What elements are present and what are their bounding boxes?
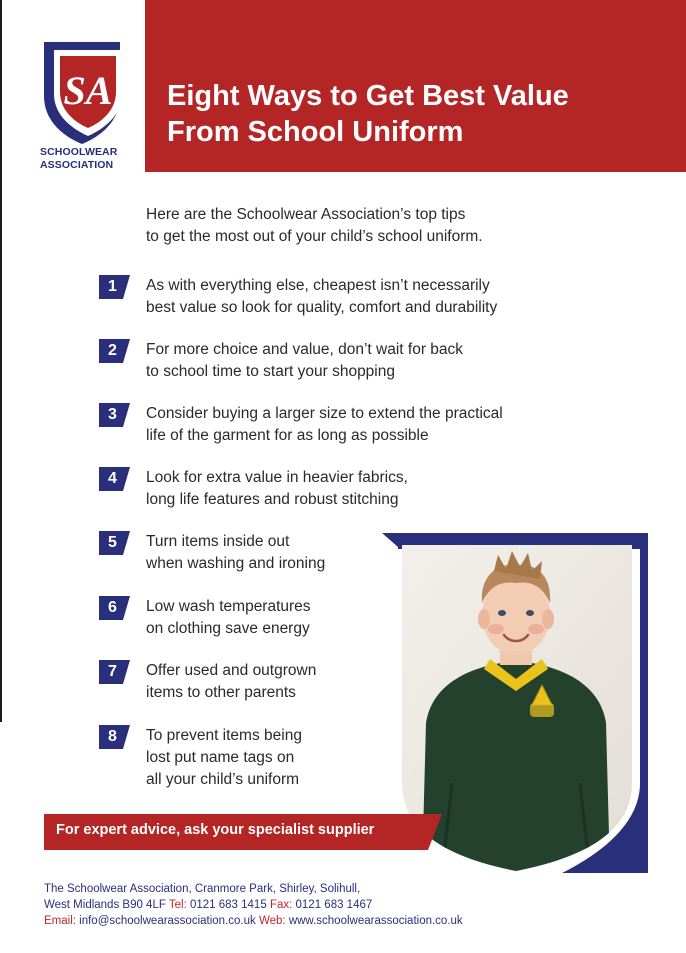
tip-number: 7	[108, 663, 117, 680]
fax-label: Fax:	[269, 899, 293, 911]
footer-address-line2: West Midlands B90 4LF	[44, 899, 166, 911]
footer-address-line1: The Schoolwear Association, Cranmore Park, Shirley, Solihull,	[44, 883, 361, 895]
tip-text-line: best value so look for quality, comfort and durability	[146, 299, 498, 316]
tip-text-line: To prevent items being	[146, 727, 302, 744]
tip-number: 6	[108, 599, 117, 616]
web-label: Web:	[258, 915, 286, 927]
tip-text-line: Offer used and outgrown	[146, 662, 317, 679]
tip-text-line: As with everything else, cheapest isn’t necessarily	[146, 277, 490, 294]
tip-number-badge	[99, 596, 130, 620]
intro-line-2: to get the most out of your child’s school uniform.	[146, 228, 483, 245]
page-title	[167, 78, 667, 150]
email-link[interactable]: info@schoolwearassociation.co.uk	[79, 915, 256, 927]
fax-number: 0121 683 1467	[295, 899, 373, 911]
web-link[interactable]: www.schoolwearassociation.co.uk	[288, 915, 463, 927]
expert-advice-banner	[44, 814, 442, 850]
tip-text-line: lost put name tags on	[146, 749, 295, 766]
tip-text-line: Turn items inside out	[146, 533, 290, 550]
tip-number-badge	[99, 339, 130, 363]
tip-number-badge	[99, 275, 130, 299]
tip-text-line: all your child’s uniform	[146, 771, 300, 788]
tip-number: 2	[108, 342, 117, 359]
tip-number-badge	[99, 531, 130, 555]
tip-text-line: Look for extra value in heavier fabrics,	[146, 469, 408, 486]
tip-number: 5	[108, 534, 117, 551]
tip-number-badge	[99, 403, 130, 427]
tip-number-badge	[99, 725, 130, 749]
tip-number-badge	[99, 467, 130, 491]
header-banner	[145, 0, 686, 172]
logo-text-line1: SCHOOLWEAR	[40, 146, 118, 158]
logo-text-line2: ASSOCIATION	[40, 159, 114, 171]
tip-text-line: long life features and robust stitching	[146, 491, 399, 508]
tip-number: 1	[108, 278, 117, 295]
tip-number: 4	[108, 470, 117, 487]
title-line-2: From School Uniform	[167, 116, 464, 148]
contact-footer	[44, 881, 664, 929]
intro-line-1: Here are the Schoolwear Association’s top tips	[146, 206, 466, 223]
schoolwear-association-logo	[40, 38, 130, 178]
tip-number: 8	[108, 728, 117, 745]
intro-text	[146, 204, 566, 248]
tip-number-badge	[99, 660, 130, 684]
sa-shield-icon	[40, 38, 130, 146]
tip-text-line: on clothing save energy	[146, 620, 310, 637]
tip-text-line: items to other parents	[146, 684, 296, 701]
tel-number[interactable]: 0121 683 1415	[189, 899, 267, 911]
left-margin-rule	[0, 0, 2, 722]
tel-label: Tel:	[168, 899, 187, 911]
tip-text-line: life of the garment for as long as possible	[146, 427, 429, 444]
cta-text: For expert advice, ask your specialist supplier	[56, 822, 375, 838]
tip-text-line: Consider buying a larger size to extend the practical	[146, 405, 503, 422]
email-label: Email:	[44, 915, 76, 927]
logo-monogram: SA	[63, 68, 113, 113]
tip-text-line: to school time to start your shopping	[146, 363, 395, 380]
tip-text-line: Low wash temperatures	[146, 598, 311, 615]
title-line-1: Eight Ways to Get Best Value	[167, 80, 569, 112]
tip-text-line: For more choice and value, don’t wait for back	[146, 341, 464, 358]
tip-number: 3	[108, 406, 117, 423]
tip-text-line: when washing and ironing	[146, 555, 326, 572]
